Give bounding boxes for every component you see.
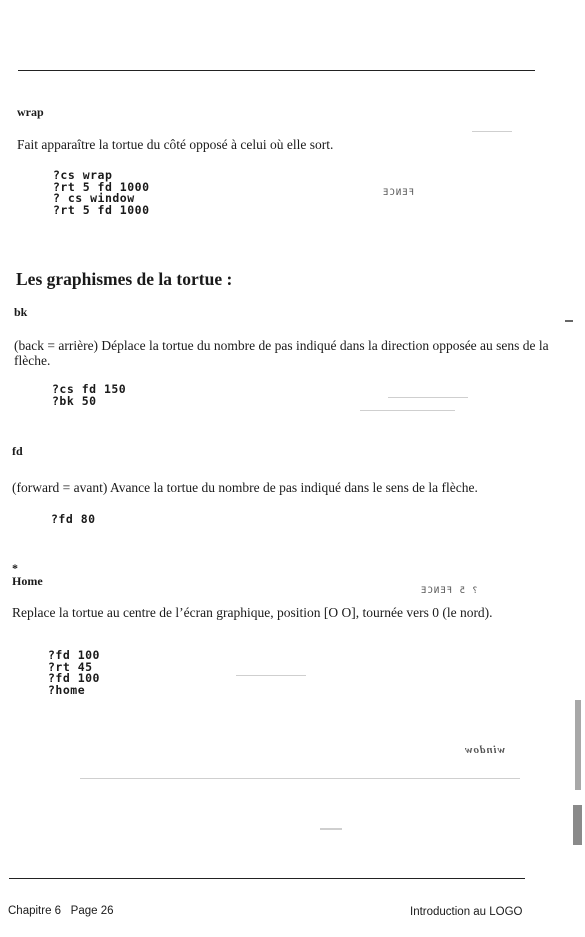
bottom-rule — [9, 878, 525, 879]
scan-speck — [320, 828, 342, 830]
bleed-fence-1 — [382, 188, 414, 198]
code-line: ? cs window — [53, 191, 135, 205]
bk-description: (back = arrière) Déplace la tortue du nombre de pas indiqué dans la direction opposée au sens de la flèche. — [14, 338, 549, 368]
code-line: ?cs fd 150 — [52, 382, 127, 396]
footer-page-label: Page 26 — [70, 905, 114, 917]
footer-chapter-label: Chapitre 6 — [8, 905, 62, 917]
fd-keyword: fd — [12, 444, 23, 458]
home-description: Replace la tortue au centre de l’écran graphique, position [O O], tournée vers 0 (le nord). — [12, 605, 493, 620]
scan-speck — [472, 131, 512, 132]
code-line: ?rt 45 — [48, 659, 93, 674]
wrap-keyword: wrap — [17, 105, 44, 119]
code-line: ?fd 100 — [48, 648, 100, 662]
scan-speck — [80, 778, 520, 779]
scan-speck — [236, 675, 306, 676]
bleed-text: window — [464, 744, 505, 756]
home-marker: * — [12, 561, 18, 575]
scan-speck — [575, 700, 581, 790]
code-line: ?fd 100 — [48, 671, 100, 685]
scan-speck — [360, 410, 455, 411]
scan-speck — [565, 320, 573, 322]
bleed-fence-2 — [420, 586, 478, 596]
fd-description: (forward = avant) Avance la tortue du nombre de pas indiqué dans le sens de la flèche. — [12, 480, 478, 495]
code-line: ?rt 5 fd 1000 — [53, 179, 150, 194]
wrap-description: Fait apparaître la tortue du côté opposé à celui où elle sort. — [17, 137, 334, 152]
bk-keyword: bk — [14, 305, 28, 319]
footer-book-title: Introduction au LOGO — [410, 906, 523, 918]
bk-code-block — [52, 384, 126, 407]
code-line: ?rt 5 fd 1000 — [53, 202, 150, 217]
code-line: ?fd 80 — [51, 512, 96, 526]
code-line: ?bk 50 — [52, 393, 97, 408]
top-rule — [18, 70, 535, 71]
code-line: ?home — [48, 682, 86, 697]
section-heading: Les graphismes de la tortue : — [16, 269, 233, 289]
fd-code-block — [51, 514, 96, 526]
wrap-code-block — [53, 170, 150, 216]
home-keyword: Home — [12, 574, 43, 588]
scan-speck — [388, 397, 468, 398]
scan-speck — [573, 805, 582, 845]
code-line: ?cs wrap — [53, 168, 113, 182]
bleed-text: FENCE — [382, 188, 415, 198]
home-code-block — [48, 650, 100, 696]
bleed-text: ? 5 FENCE — [420, 586, 478, 596]
footer-chapter — [8, 905, 114, 917]
bleed-window — [464, 744, 505, 756]
